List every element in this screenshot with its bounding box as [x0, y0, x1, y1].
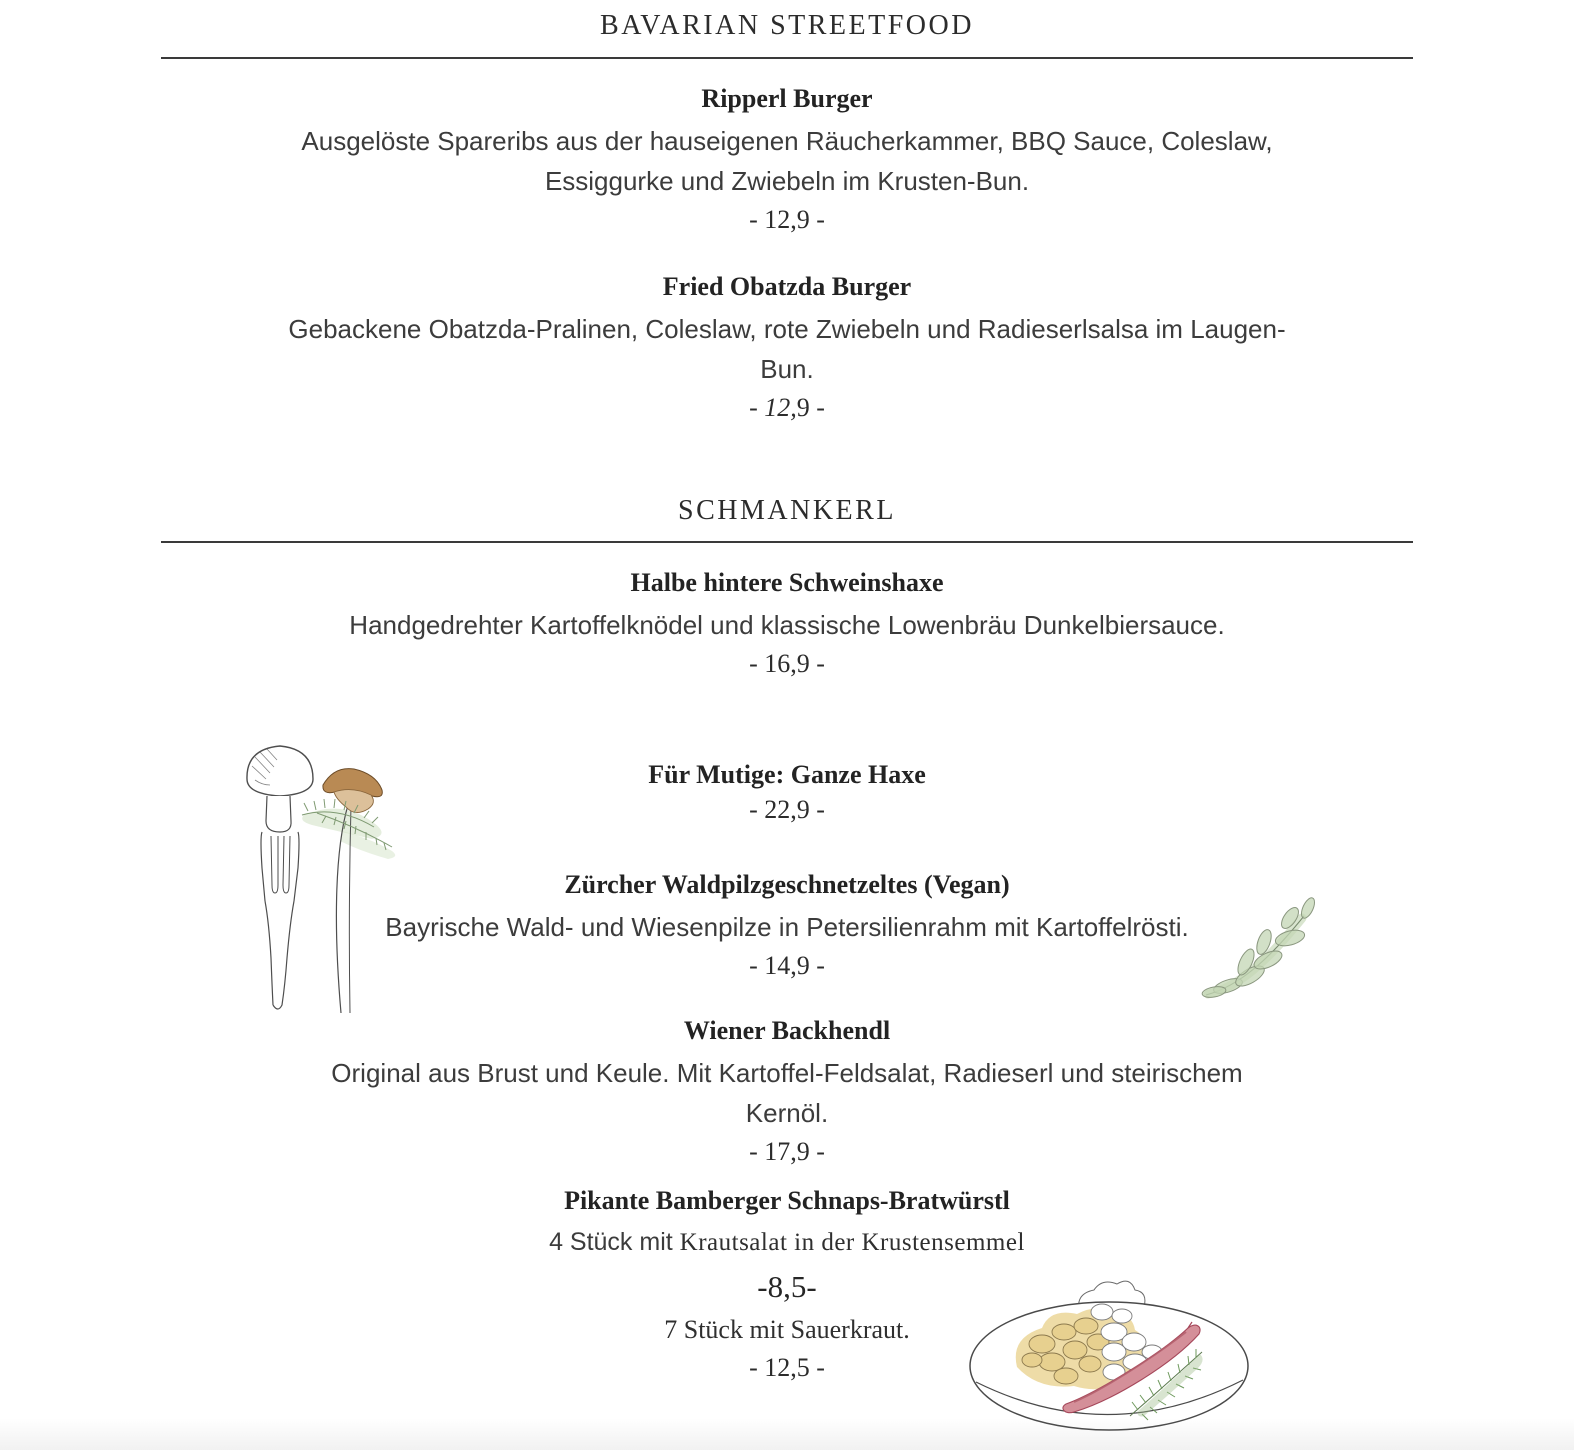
description-line: Bun. — [760, 354, 814, 384]
menu-item-schnaps-bratwuerstl — [0, 1185, 1574, 1386]
section-title-schmankerl: SCHMANKERL — [678, 495, 896, 526]
menu-item-schweinshaxe — [0, 567, 1574, 683]
item-description — [0, 121, 1574, 201]
item-name: Fried Obatzda Burger — [662, 272, 912, 301]
item-variant-2-price: - 12,5 - — [749, 1353, 825, 1382]
section-divider — [161, 541, 1413, 543]
item-description — [0, 1053, 1574, 1133]
variant-label-part: 4 Stück mit — [549, 1228, 680, 1256]
page-bottom-fade — [0, 1418, 1574, 1450]
item-description — [0, 907, 1574, 947]
item-price: - 17,9 - — [749, 1137, 825, 1166]
section-divider — [161, 57, 1413, 59]
item-name: Zürcher Waldpilzgeschnetzeltes (Vegan) — [564, 870, 1010, 899]
description-line: Gebackene Obatzda-Pralinen, Coleslaw, rote Zwiebeln und Radieserlsalsa im Laugen- — [288, 314, 1286, 344]
item-description — [0, 605, 1574, 645]
item-description — [0, 309, 1574, 389]
item-variant-1-price: -8,5- — [757, 1269, 817, 1304]
variant-label-part: Krautsalat in der Krustensemmel — [679, 1229, 1025, 1256]
item-name: Ripperl Burger — [701, 84, 873, 113]
description-line: Original aus Brust und Keule. Mit Kartoffel-Feldsalat, Radieserl und steirischem — [331, 1058, 1243, 1088]
menu-item-waldpilzgeschnetzeltes — [0, 869, 1574, 985]
item-price — [0, 389, 1574, 427]
price-part: - — [749, 393, 765, 422]
menu-item-ripperl-burger — [0, 83, 1574, 239]
item-price: - 16,9 - — [749, 649, 825, 678]
price-part: 9 - — [796, 393, 825, 422]
item-name: Halbe hintere Schweinshaxe — [630, 568, 944, 597]
section-title-bavarian-streetfood: BAVARIAN STREETFOOD — [600, 10, 974, 41]
item-price: - 12,9 - — [749, 205, 825, 234]
price-part-italic: 12, — [764, 393, 797, 422]
item-price: - 14,9 - — [749, 951, 825, 980]
description-line: Bayrische Wald- und Wiesenpilze in Petersilienrahm mit Kartoffelrösti. — [385, 912, 1189, 942]
item-variant-1-label — [0, 1225, 1574, 1260]
description-line: Essiggurke und Zwiebeln im Krusten-Bun. — [544, 166, 1030, 196]
menu-item-ganze-haxe — [0, 759, 1574, 829]
menu-item-fried-obatzda-burger — [0, 271, 1574, 427]
menu-item-wiener-backhendl — [0, 1015, 1574, 1171]
item-name: Wiener Backhendl — [683, 1016, 891, 1045]
description-line: Kernöl. — [745, 1098, 829, 1128]
description-line: Handgedrehter Kartoffelknödel und klassische Lowenbräu Dunkelbiersauce. — [349, 610, 1225, 640]
item-variant-2-label: 7 Stück mit Sauerkraut. — [664, 1315, 910, 1344]
item-price: - 22,9 - — [749, 795, 825, 824]
description-line: Ausgelöste Spareribs aus der hauseigenen Räucherkammer, BBQ Sauce, Coleslaw, — [301, 126, 1273, 156]
item-name: Für Mutige: Ganze Haxe — [648, 760, 926, 789]
item-name: Pikante Bamberger Schnaps-Bratwürstl — [564, 1186, 1010, 1215]
